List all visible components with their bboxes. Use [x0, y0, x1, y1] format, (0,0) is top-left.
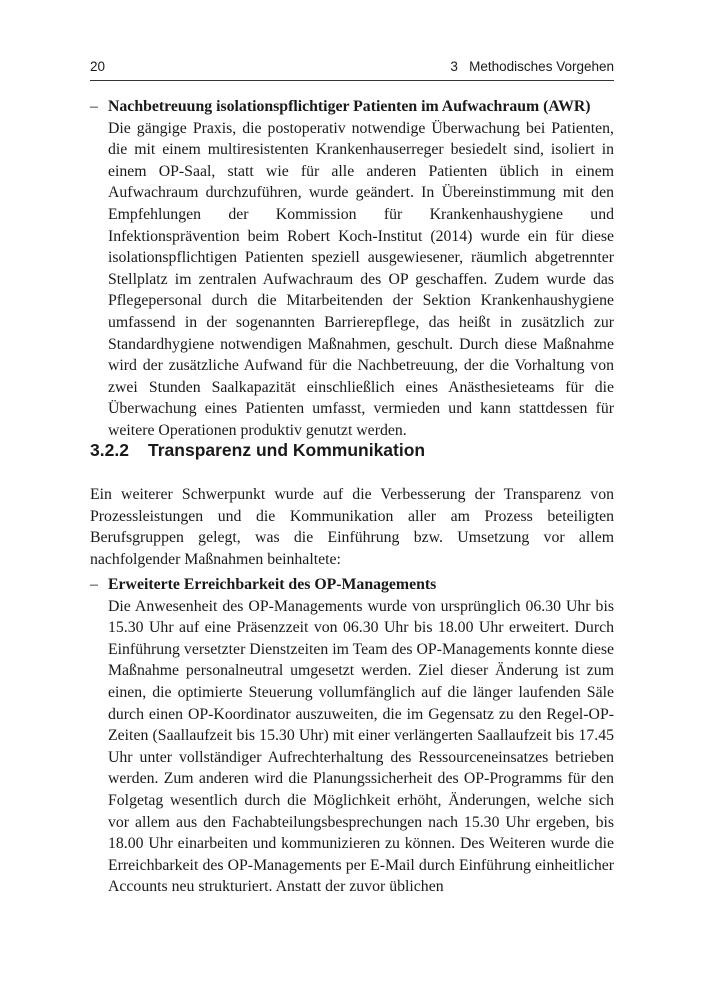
- page-header: [90, 59, 614, 81]
- intro-paragraph: Ein weiterer Schwerpunkt wurde auf die Verbesserung der Transparenz von Prozessleistungen und die Kommunikation aller am Prozess beteiligten Berufsgruppen gelegt, was die Einführung bzw. Umsetzung vor allem nachfolgender Maßnahmen beinhaltete:: [90, 486, 614, 568]
- list-item-awr: [90, 96, 614, 442]
- list-item-content: [108, 96, 614, 442]
- list-item-body: Die gängige Praxis, die postoperativ notwendige Überwachung bei Patienten, die mit einem multiresistenten Krankenhauserreger besiedelt sind, isoliert in einem OP-Saal, statt wie für alle anderen Patienten üblich in einem Aufwachraum durchzuführen, wurde geändert. In Übereinstimmung mit den Empfehlungen der Kommission für Krankenhaushygiene und Infektionsprävention beim Robert Koch-Institut (2014) wurde ein für diese isolationspflichtigen Patienten speziell ausgewiesener, räumlich abgetrennter Stellplatz im zentralen Aufwachraum des OP geschaffen. Zudem wurde das Pflegepersonal durch die Mitarbeitenden der Sektion Krankenhaushygiene umfassend in der sogenannten Barrierepflege, das heißt in zusätzlich zur Standardhygiene notwendigen Maßnahmen, geschult. Durch diese Maßnahme wird der zusätzliche Aufwand für die Nachbetreuung, der die Vorhaltung von zwei Stunden Saalkapazität einschließlich eines Anästhesieteams für die Überwachung eines Patienten umfasst, vermieden und kann stattdessen für weitere Operationen produktiv genutzt werden.: [108, 119, 614, 439]
- list-item-content: [108, 574, 614, 898]
- running-head: 3 Methodisches Vorgehen: [450, 59, 614, 74]
- section-heading: [90, 440, 614, 461]
- list-dash: –: [90, 98, 98, 115]
- list-item-title: Erweiterte Erreichbarkeit des OP-Managements: [108, 576, 437, 593]
- list-dash: –: [90, 576, 98, 593]
- section-title: Transparenz und Kommunikation: [148, 440, 426, 460]
- page-number: 20: [90, 59, 106, 74]
- list-item-title: Nachbetreuung isolationspflichtiger Patienten im Aufwachraum (AWR): [108, 98, 591, 115]
- list-item-op-management: [90, 574, 614, 898]
- section-number: 3.2.2: [90, 440, 129, 460]
- list-item-body: Die Anwesenheit des OP-Managements wurde von ursprünglich 06.30 Uhr bis 15.30 Uhr auf eine Präsenzzeit von 06.30 Uhr bis 18.00 Uhr erweitert. Durch Einführung versetzter Dienstzeiten im Team des OP-Managements konnte diese Maßnahme personalneutral umgesetzt werden. Ziel dieser Änderung ist zum einen, die optimierte Steuerung vollumfänglich auf die länger laufenden Säle durch einen OP-Koordinator auszuweiten, die im Gegensatz zu den Regel-OP-Zeiten (Saallaufzeit bis 15.30 Uhr) mit einer verlängerten Saallaufzeit bis 17.45 Uhr unter vollständiger Aufrechterhaltung des Ressourceneinsatzes betrieben werden. Zum anderen wird die Planungssicherheit des OP-Programms für den Folgetag wesentlich durch die Möglichkeit erhöht, Änderungen, welche sich vor allem aus den Fachabteilungsbesprechungen nach 15.30 Uhr ergeben, bis 18.00 Uhr einarbeiten und kommunizieren zu können. Des Weiteren wurde die Erreichbarkeit des OP-Managements per E-Mail durch Einführung einheitlicher Accounts neu strukturiert. Anstatt der zuvor üblichen: [108, 597, 614, 896]
- header-rule: [90, 80, 614, 81]
